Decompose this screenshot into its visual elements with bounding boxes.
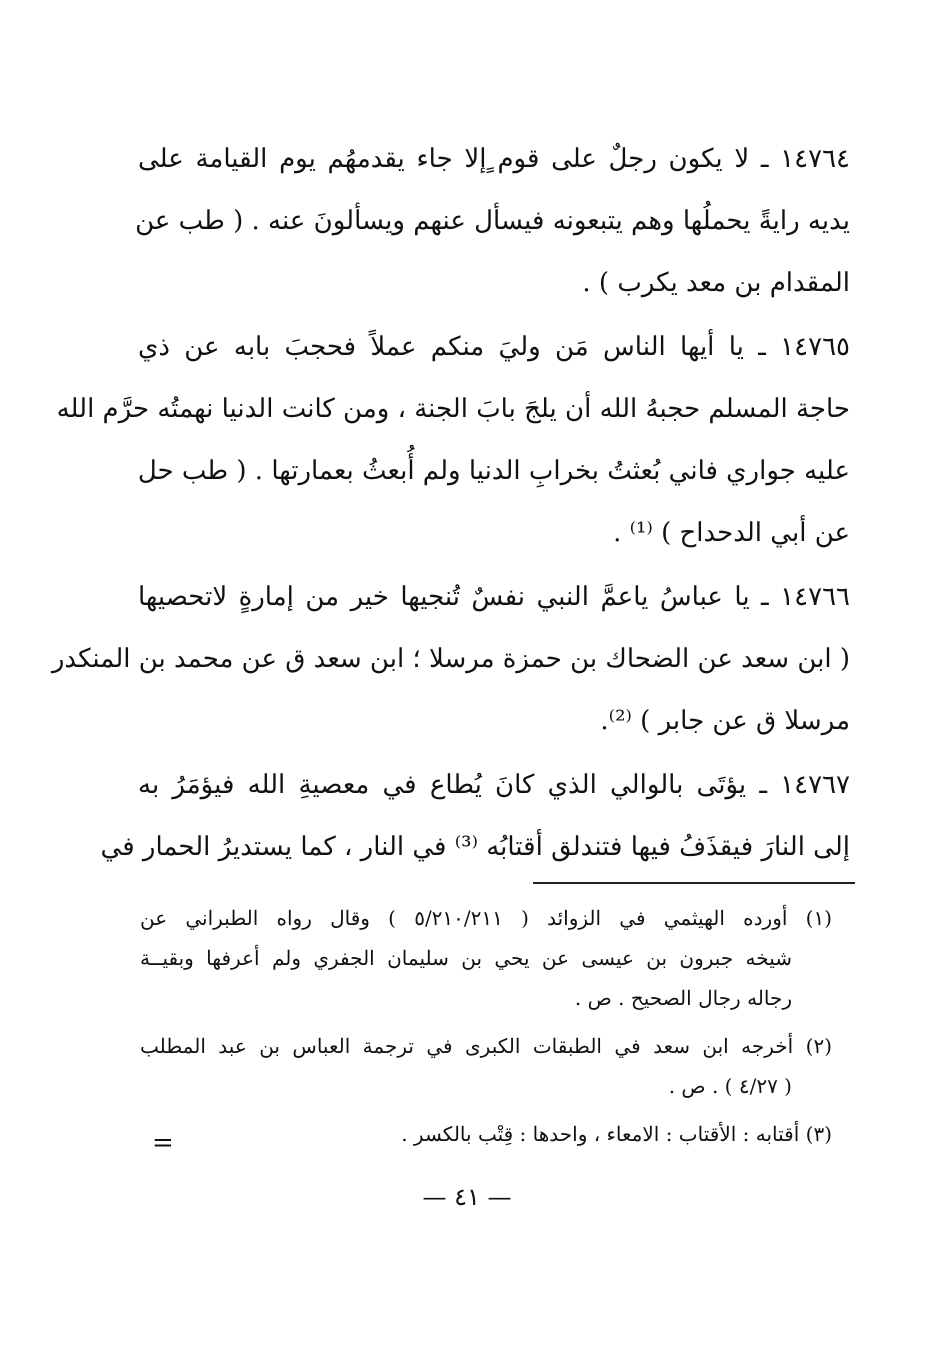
footnote-line: (٣) أقتابه : الأقتاب : الامعاء ، واحدها : قِتْب بالكسر .	[401, 1122, 832, 1146]
page-number: — ٤١ —	[422, 1183, 512, 1211]
footnote-line: (٢) أخرجه ابن سعد في الطبقات الكبرى في ترجمة العباس بن عبد المطلب	[140, 1034, 832, 1058]
text-line: مرسلا ق عن جابر ) ⁽²⁾.	[600, 706, 850, 736]
text-line: ( ابن سعد عن الضحاك بن حمزة مرسلا ؛ ابن سعد ق عن محمد بن المنكدر	[51, 644, 850, 674]
footnote-line: رجاله رجال الصحيح . ص .	[574, 986, 792, 1010]
text-line: عليه جواري فاني بُعثتُ بخرابِ الدنيا ولم أُبعثُ بعمارتها . ( طب حل	[137, 456, 850, 486]
text-line: حاجة المسلم حجبهُ الله أن يلجَ بابَ الجنة ، ومن كانت الدنيا نهمتُه حرَّم الله	[56, 394, 850, 424]
hadith-14766	[51, 566, 850, 752]
footnote-1	[140, 898, 832, 1018]
text-line: المقدام بن معد يكرب ) .	[582, 268, 850, 298]
footnote-3	[140, 1114, 832, 1154]
footnote-line: ( ٤/٢٧ ) . ص .	[668, 1074, 792, 1098]
text-line: ١٤٧٦٥ ـ يا أيها الناس مَن وليَ منكم عملاً فحجبَ بابه عن ذي	[138, 332, 850, 362]
footnote-line: (١) أورده الهيثمي في الزوائد ( ٥/٢١٠/٢١١ ) وقال رواه الطبراني عن	[140, 906, 833, 930]
continuation-mark: =	[152, 1128, 174, 1158]
main-text	[51, 128, 850, 880]
footnotes	[140, 898, 832, 1154]
text-line: ١٤٧٦٦ ـ يا عباسُ ياعمَّ النبي نفسٌ تُنجيها خير من إمارةٍ لاتحصيها	[138, 582, 850, 612]
hadith-14767	[100, 754, 850, 878]
text-line: ١٤٧٦٧ ـ يؤتَى بالوالي الذي كانَ يُطاع في معصيةِ الله فيؤمَرُ به	[138, 770, 850, 800]
footnote-separator	[533, 882, 855, 884]
text-line: ١٤٧٦٤ ـ لا يكون رجلٌ على قوم ٍإلا جاء يقدمهُم يوم القيامة على	[138, 144, 850, 174]
text-line: يديه رايةً يحملُها وهم يتبعونه فيسأل عنهم ويسألونَ عنه . ( طب عن	[135, 206, 850, 236]
footnote-line: شيخه جبرون بن عيسى عن يحي بن سليمان الجفري ولم أعرفها وبقيــة	[140, 946, 792, 970]
hadith-14765	[56, 316, 850, 564]
text-line: إلى النارَ فيقذَفُ فيها فتندلق أقتابُه ⁽³⁾ في النار ، كما يستديرُ الحمار في	[100, 832, 850, 862]
hadith-14764	[135, 128, 850, 314]
text-line: عن أبي الدحداح ) ⁽¹⁾ .	[613, 518, 850, 548]
footnote-2	[140, 1026, 832, 1106]
